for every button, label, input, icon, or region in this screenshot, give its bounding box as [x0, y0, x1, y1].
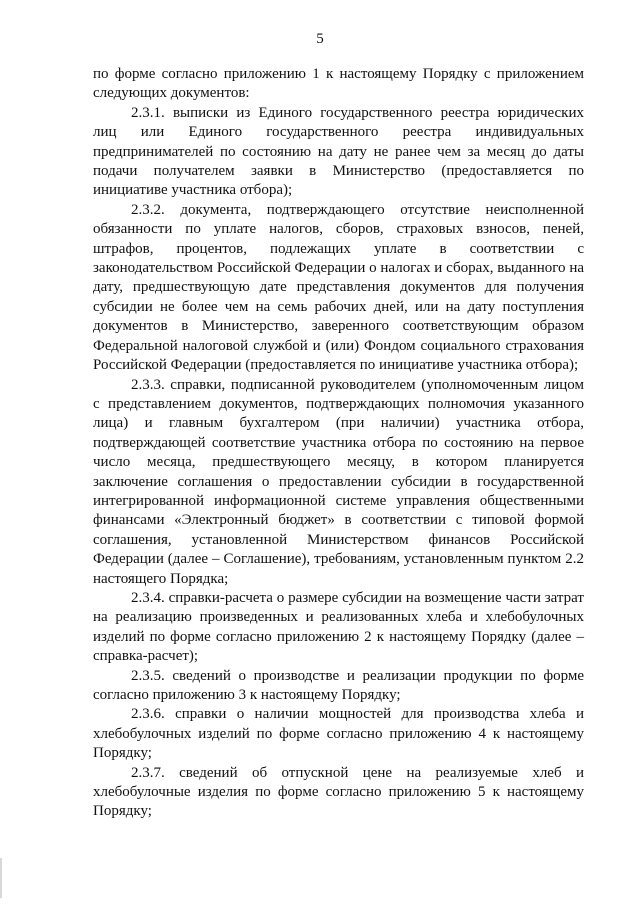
paragraph-intro: по форме согласно приложению 1 к настоящему Порядку с приложением следующих документов: [93, 66, 584, 102]
paragraph-2-3-5: 2.3.5. сведений о производстве и реализации продукции по форме согласно приложению 3 к настоящему Порядку; [93, 667, 584, 703]
paragraph-2-3-3: 2.3.3. справки, подписанной руководителем (уполномоченным лицом с представлением документов, подтверждающих полномочия указанного лица) и главным бухгалтером (при наличии) участника отбора, подтверждающей соответствие участника отбора по состоянию на первое число месяца, предшествующего месяцу, в котором планируется заключение соглашения о предоставлении субсидии в государственной интегрированной информационной системе управления общественными финансами «Электронный бюджет» в соответствии с типовой формой соглашения, установленной Министерством финансов Российской Федерации (далее – Соглашение), требованиям, установленным пунктом 2.2 настоящего Порядка; [93, 376, 584, 587]
page-number: 5 [316, 31, 324, 47]
paragraph-2-3-7: 2.3.7. сведений об отпускной цене на реализуемые хлеб и хлебобулочные изделия по форме согласно приложению 5 к настоящему Порядку; [93, 764, 584, 820]
paragraph-2-3-1: 2.3.1. выписки из Единого государственного реестра юридических лиц или Единого государственного реестра индивидуальных предпринимателей по состоянию на дату не ранее чем за месяц до даты подачи получателем заявки в Министерство (предоставляется по инициативе участника отбора); [93, 104, 584, 199]
paragraph-2-3-2: 2.3.2. документа, подтверждающего отсутствие неисполненной обязанности по уплате налогов, сборов, страховых взносов, пеней, штрафов, процентов, подлежащих уплате в соответствии с законодательством Российской Федерации о налогах и сборах, выданного на дату, предшествующую дате представления документов для получения субсидии не более чем на семь рабочих дней, или на дату поступления документов в Министерство, заверенного соответствующим образом Федеральной налоговой службой и (или) Фондом социального страхования Российской Федерации (предоставляется по инициативе участника отбора); [93, 201, 584, 374]
paragraph-2-3-6: 2.3.6. справки о наличии мощностей для производства хлеба и хлебобулочных изделий по форме согласно приложению 4 к настоящему Порядку; [93, 706, 584, 762]
document-body [93, 65, 584, 822]
paragraph-2-3-4: 2.3.4. справки-расчета о размере субсидии на возмещение части затрат на реализацию произведенных и реализованных хлеба и хлебобулочных изделий по форме согласно приложению 2 к настоящему Порядку (далее – справка-расчет); [93, 589, 584, 665]
scan-edge-mark [0, 858, 2, 898]
